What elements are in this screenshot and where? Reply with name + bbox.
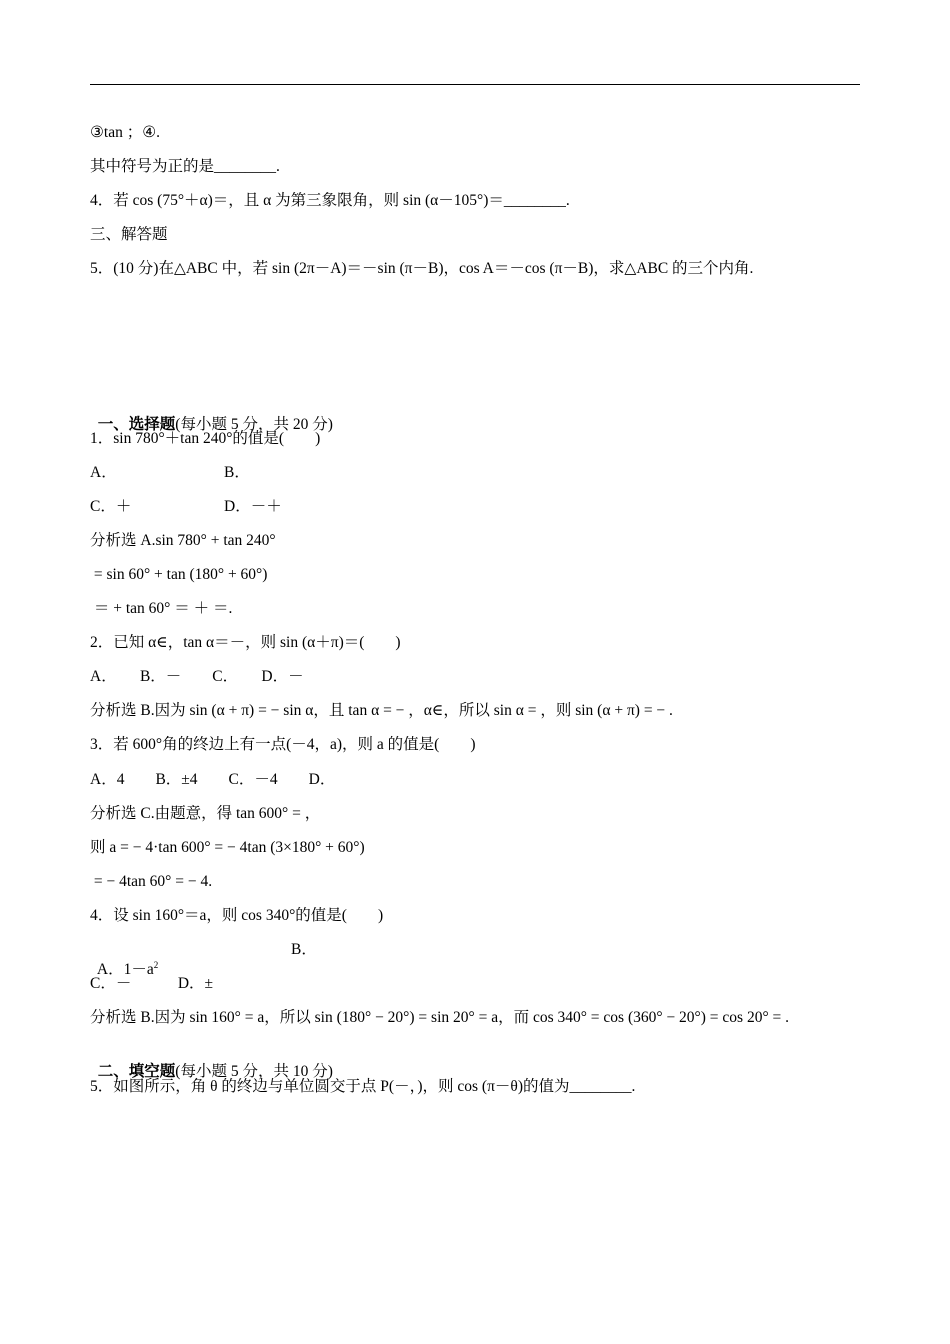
question-1: 1．sin 780°＋tan 240°的值是( ) — [90, 430, 321, 447]
analysis-line: = sin 60° + tan (180° + 60°) — [90, 566, 268, 583]
analysis-line: 分析选 C.由题意，得 tan 600° = ， — [90, 805, 321, 822]
analysis-line: 则 a = − 4·tan 600° = − 4tan (3×180° + 60°) — [90, 839, 365, 856]
text-line: 4．若 cos (75°＋α)＝，且 α 为第三象限角，则 sin (α－105°)＝________. — [90, 192, 570, 209]
option-b: B． — [291, 941, 317, 958]
analysis-line: 分析选 B.因为 sin 160° = a，所以 sin (180° − 20°) = sin 20° = a，而 cos 340° = cos (360° − 20°) = cos 20° = . — [90, 1009, 790, 1026]
option-a: A． — [90, 464, 117, 481]
option-c: C．＋ — [90, 498, 132, 515]
section-heading: 三、解答题 — [90, 226, 168, 243]
analysis-line: 分析选 B.因为 sin (α + π) = − sin α，且 tan α = − ，α∈，所以 sin α = ，则 sin (α + π) = − . — [90, 702, 673, 719]
text-line: ③tan ；④. — [90, 124, 160, 141]
header-rule — [90, 84, 860, 85]
section-number: 一、 — [97, 416, 129, 433]
analysis-line: = − 4tan 60° = − 4. — [90, 873, 213, 890]
section-title: 填空题 — [128, 1063, 176, 1080]
option-a-text: A．1－a — [96, 961, 154, 978]
question-4: 4．设 sin 160°＝a，则 cos 340°的值是( ) — [90, 907, 384, 924]
option-d: D．－＋ — [224, 498, 282, 515]
section-note: (每小题 5 分，共 20 分) — [175, 416, 333, 433]
options-line: C．－ D．± — [90, 975, 214, 992]
question-5: 5．如图所示，角 θ 的终边与单位圆交于点 P(－，)，则 cos (π－θ)的值为________. — [90, 1078, 636, 1095]
question-2: 2．已知 α∈，tan α＝－，则 sin (α＋π)＝( ) — [90, 634, 401, 651]
analysis-line: 分析选 A.sin 780° + tan 240° — [90, 532, 276, 549]
section-title: 选择题 — [128, 416, 176, 433]
section-heading — [90, 1042, 333, 1082]
question-3: 3．若 600°角的终边上有一点(－4，a)，则 a 的值是( ) — [90, 736, 476, 753]
options-line: A． B．－ C． D．－ — [90, 668, 304, 685]
section-number: 二、 — [97, 1063, 129, 1080]
section-note: (每小题 5 分，共 10 分) — [175, 1063, 333, 1080]
analysis-line: ＝ + tan 60° ＝ ＋ ＝. — [90, 600, 233, 617]
text-line: 5．(10 分)在△ABC 中，若 sin (2π－A)＝－sin (π－B)，cos A＝－cos (π－B)，求△ABC 的三个内角. — [90, 260, 754, 277]
text-line: 其中符号为正的是________. — [90, 158, 280, 175]
superscript: 2 — [153, 959, 159, 970]
options-line: A．4 B．±4 C．－4 D． — [90, 771, 336, 788]
option-b: B． — [224, 464, 250, 481]
